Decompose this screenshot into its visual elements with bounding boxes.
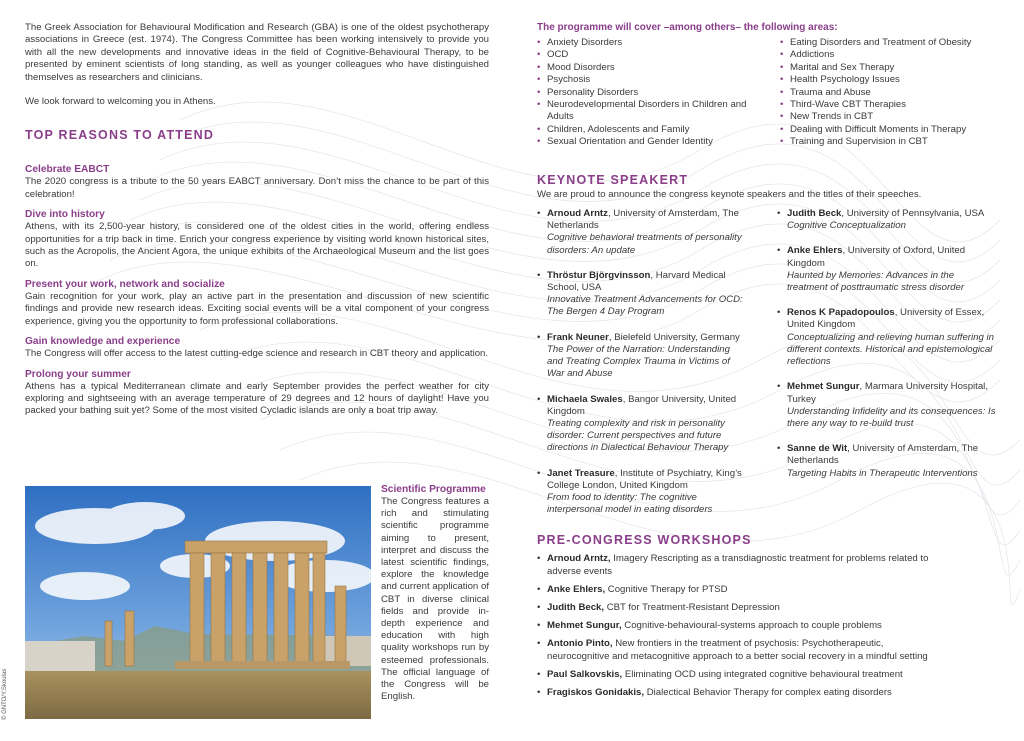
area-item: • Psychosis bbox=[537, 74, 780, 86]
speaker-affiliation: , University of Oxford, United Kingdom bbox=[787, 245, 966, 269]
workshop-title: CBT for Treatment-Resistant Depression bbox=[604, 601, 780, 613]
right-column bbox=[537, 22, 997, 705]
workshop-item bbox=[537, 620, 937, 632]
speaker-talk-title: Haunted by Memories: Advances in the treatment of posttraumatic stress disorder bbox=[787, 269, 965, 294]
speaker-talk-title: Cognitive behavioral treatments of personality disorders: An update bbox=[547, 232, 742, 256]
scientific-programme-box bbox=[381, 484, 489, 703]
speaker-name: Janet Treasure bbox=[547, 467, 615, 479]
speaker-affiliation: , Bangor University, United Kingdom bbox=[547, 393, 737, 417]
reason-item bbox=[25, 209, 489, 271]
workshop-title: Dialectical Behavior Therapy for complex eating disorders bbox=[644, 686, 892, 698]
workshop-presenter: Judith Beck, bbox=[547, 601, 605, 613]
workshop-presenter: Paul Salkovskis, bbox=[547, 668, 623, 680]
speaker-talk-title: Understanding Infidelity and its consequences: Is there any way to re-build trust bbox=[787, 405, 996, 429]
workshop-item bbox=[537, 638, 937, 662]
speaker-talk-title: Innovative Treatment Advancements for OCD: The Bergen 4 Day Program bbox=[547, 294, 743, 318]
workshops-heading: PRE-CONGRESS WORKSHOPS bbox=[537, 533, 752, 548]
reason-text: Athens has a typical Mediterranean climate and early September provides the perfect weather for city exploring and sightseeing with an average temperature of 29 degrees and 12 hours of daylight! Have you packed your bathing suit yet? Some of the most visited Cycladic islands are only a boat trip away. bbox=[25, 380, 489, 417]
speaker-item bbox=[777, 381, 997, 430]
area-item: • Neurodevelopmental Disorders in Children and Adults bbox=[537, 99, 762, 124]
speaker-name: Judith Beck bbox=[787, 208, 842, 220]
workshop-title: Cognitive-behavioural-systems approach to couple problems bbox=[621, 620, 882, 632]
workshop-presenter: Mehmet Sungur, bbox=[547, 620, 622, 632]
reason-title: Dive into history bbox=[25, 209, 105, 221]
speaker-affiliation: , University of Amsterdam, The Netherlands bbox=[547, 208, 739, 232]
keynote-intro: We are proud to announce the congress keynote speakers and the titles of their speeches. bbox=[537, 188, 922, 200]
speaker-item bbox=[777, 245, 997, 294]
areas-list-left bbox=[537, 37, 780, 149]
reason-item bbox=[25, 369, 489, 418]
reasons-list bbox=[25, 164, 489, 417]
photo-credit-text: © GNTO/Y.Skoulas bbox=[2, 668, 8, 720]
workshop-title: Cognitive Therapy for PTSD bbox=[605, 583, 728, 595]
speaker-name: Thröstur Björgvinsson bbox=[547, 269, 651, 281]
speaker-item bbox=[537, 332, 747, 381]
programme-areas bbox=[537, 37, 997, 149]
areas-list-right bbox=[780, 37, 997, 149]
workshop-item bbox=[537, 602, 937, 614]
area-item: • New Trends in CBT bbox=[780, 111, 997, 123]
speaker-talk-title: Conceptualizing and relieving human suffering in different contexts. Historical and epistemological reflections bbox=[787, 331, 994, 368]
speaker-item bbox=[537, 270, 747, 319]
speaker-talk-title: Targeting Habits in Therapeutic Interventions bbox=[787, 467, 978, 479]
workshop-title: Eliminating OCD using integrated cognitive behavioural treatment bbox=[622, 668, 903, 680]
speaker-name: Renos K Papadopoulos bbox=[787, 307, 895, 319]
speaker-affiliation: , University of Essex, United Kingdom bbox=[787, 307, 985, 331]
reason-text: The 2020 congress is a tribute to the 50 years EABCT anniversary. Don’t miss the chance to be part of this celebration! bbox=[25, 176, 489, 200]
programme-heading: The programme will cover –among others– the following areas: bbox=[537, 22, 838, 33]
speaker-affiliation: , Institute of Psychiatry, King’s College London, United Kingdom bbox=[547, 467, 742, 491]
workshop-item bbox=[537, 553, 937, 577]
temple-photo bbox=[25, 486, 371, 719]
area-item: • Mood Disorders bbox=[537, 62, 780, 74]
speaker-item bbox=[777, 307, 997, 368]
scientific-programme-text: The Congress features a rich and stimulating scientific programme aiming to present, interpret and discuss the latest scientific findings, explore the knowledge and current application of CBT in diverse clinical fields and provide in-depth experience and education with high quality workshops run by esteemed professionals. The official language of the Congress will be English. bbox=[381, 496, 489, 703]
speaker-talk-title: The Power of the Narration: Understanding and Treating Complex Trauma in Victims of War and Abuse bbox=[547, 343, 730, 380]
speaker-item bbox=[537, 394, 747, 455]
workshop-presenter: Anke Ehlers, bbox=[547, 583, 606, 595]
reason-title: Prolong your summer bbox=[25, 368, 131, 380]
area-item: • Anxiety Disorders bbox=[537, 37, 780, 49]
speaker-name: Mehmet Sungur bbox=[787, 381, 860, 393]
area-item: • Training and Supervision in CBT bbox=[780, 136, 997, 148]
keynote-speakers bbox=[537, 208, 997, 529]
reason-text: Athens, with its 2,500-year history, is considered one of the oldest cities in the world, offering endless opportunities for a trip back in time. Enrich your congress experience by visiting world known historical sites, such as the Acropolis, the Ancient Agora, the unique exhibits of the Archaeological Museum and the list goes on. bbox=[25, 221, 489, 270]
speaker-name: Anke Ehlers bbox=[787, 245, 843, 257]
speaker-name: Sanne de Wit bbox=[787, 443, 848, 455]
speakers-left bbox=[537, 208, 747, 529]
reason-title: Present your work, network and socialize bbox=[25, 278, 225, 290]
workshop-title: Imagery Rescripting as a transdiagnostic treatment for problems related to adverse events bbox=[547, 553, 929, 577]
speakers-right bbox=[777, 208, 997, 529]
speaker-item bbox=[777, 208, 997, 232]
area-item: • Children, Adolescents and Family bbox=[537, 124, 780, 136]
intro-paragraph: The Greek Association for Behavioural Modification and Research (GBA) is one of the oldest psychotherapy associations in Greece (est. 1974). The Congress Committee has been working intensively to provide you with all the new developments and innovative ideas in the field of Cognitive-Behavioural Therapy, to be presented by eminent scientists of long standing, as well as younger colleagues who have distinguished themselves as researchers and clinicians. bbox=[25, 22, 489, 83]
reason-text: Gain recognition for your work, play an active part in the presentation and discussion of new scientific findings and provide new research ideas. Exciting social events will be a vital component of your congress experience, giving you the opportunity to form professional collaborations. bbox=[25, 290, 489, 327]
reason-title: Gain knowledge and experience bbox=[25, 336, 181, 348]
speaker-name: Arnoud Arntz bbox=[547, 208, 608, 220]
area-item: • Dealing with Difficult Moments in Therapy bbox=[780, 124, 997, 136]
speaker-affiliation: , University of Pennsylvania, USA bbox=[841, 208, 985, 220]
workshop-item bbox=[537, 584, 937, 596]
area-item: • Sexual Orientation and Gender Identity bbox=[537, 136, 780, 148]
speaker-affiliation: , Harvard Medical School, USA bbox=[547, 269, 726, 294]
speaker-item bbox=[537, 468, 747, 517]
workshops-list bbox=[537, 553, 937, 699]
area-item: • Third-Wave CBT Therapies bbox=[780, 99, 997, 111]
photo-credit bbox=[2, 650, 14, 720]
speaker-affiliation: , University of Amsterdam, The Netherlands bbox=[787, 443, 979, 467]
area-item: • Trauma and Abuse bbox=[780, 87, 997, 99]
workshop-presenter: Arnoud Arntz, bbox=[547, 553, 611, 565]
area-item: • Addictions bbox=[780, 49, 997, 61]
workshop-item bbox=[537, 687, 937, 699]
speaker-talk-title: From food to identity: The cognitive interpersonal model in eating disorders bbox=[547, 491, 713, 516]
reason-text: The Congress will offer access to the latest cutting-edge science and research in CBT theory and application. bbox=[25, 348, 489, 360]
reason-item bbox=[25, 336, 489, 360]
speaker-talk-title: Cognitive Conceptualization bbox=[787, 220, 906, 232]
keynote-heading: KEYNOTE SPEAKERT bbox=[537, 172, 689, 187]
workshop-item bbox=[537, 669, 937, 681]
speaker-name: Michaela Swales bbox=[547, 393, 623, 405]
workshop-title: New frontiers in the treatment of psychosis: Psychotherapeutic, neurocognitive and metacognitive approach to a better social recovery in a mindful setting bbox=[547, 638, 928, 662]
scientific-programme-title: Scientific Programme bbox=[381, 484, 486, 495]
reasons-heading: TOP REASONS TO ATTEND bbox=[25, 128, 215, 143]
speaker-item bbox=[537, 208, 747, 257]
reason-item bbox=[25, 164, 489, 201]
workshop-presenter: Antonio Pinto, bbox=[547, 638, 613, 650]
speaker-affiliation: , Marmara University Hospital, Turkey bbox=[787, 381, 988, 405]
speaker-affiliation: , Bielefeld University, Germany bbox=[608, 331, 740, 343]
left-column bbox=[25, 22, 489, 418]
area-item: • OCD bbox=[537, 49, 780, 61]
speaker-talk-title: Treating complexity and risk in personality disorder: Current perspectives and future directions in Dialectical Behaviour Therapy bbox=[547, 417, 729, 454]
area-item: • Health Psychology Issues bbox=[780, 74, 997, 86]
workshop-presenter: Fragiskos Gonidakis, bbox=[547, 686, 645, 698]
speaker-item bbox=[777, 443, 997, 480]
area-item: • Marital and Sex Therapy bbox=[780, 62, 997, 74]
reason-title: Celebrate EABCT bbox=[25, 164, 110, 176]
welcome-text: We look forward to welcoming you in Athens. bbox=[25, 96, 216, 108]
area-item: • Eating Disorders and Treatment of Obesity bbox=[780, 37, 997, 49]
speaker-name: Frank Neuner bbox=[547, 331, 609, 343]
reason-item bbox=[25, 279, 489, 328]
area-item: • Personality Disorders bbox=[537, 87, 780, 99]
